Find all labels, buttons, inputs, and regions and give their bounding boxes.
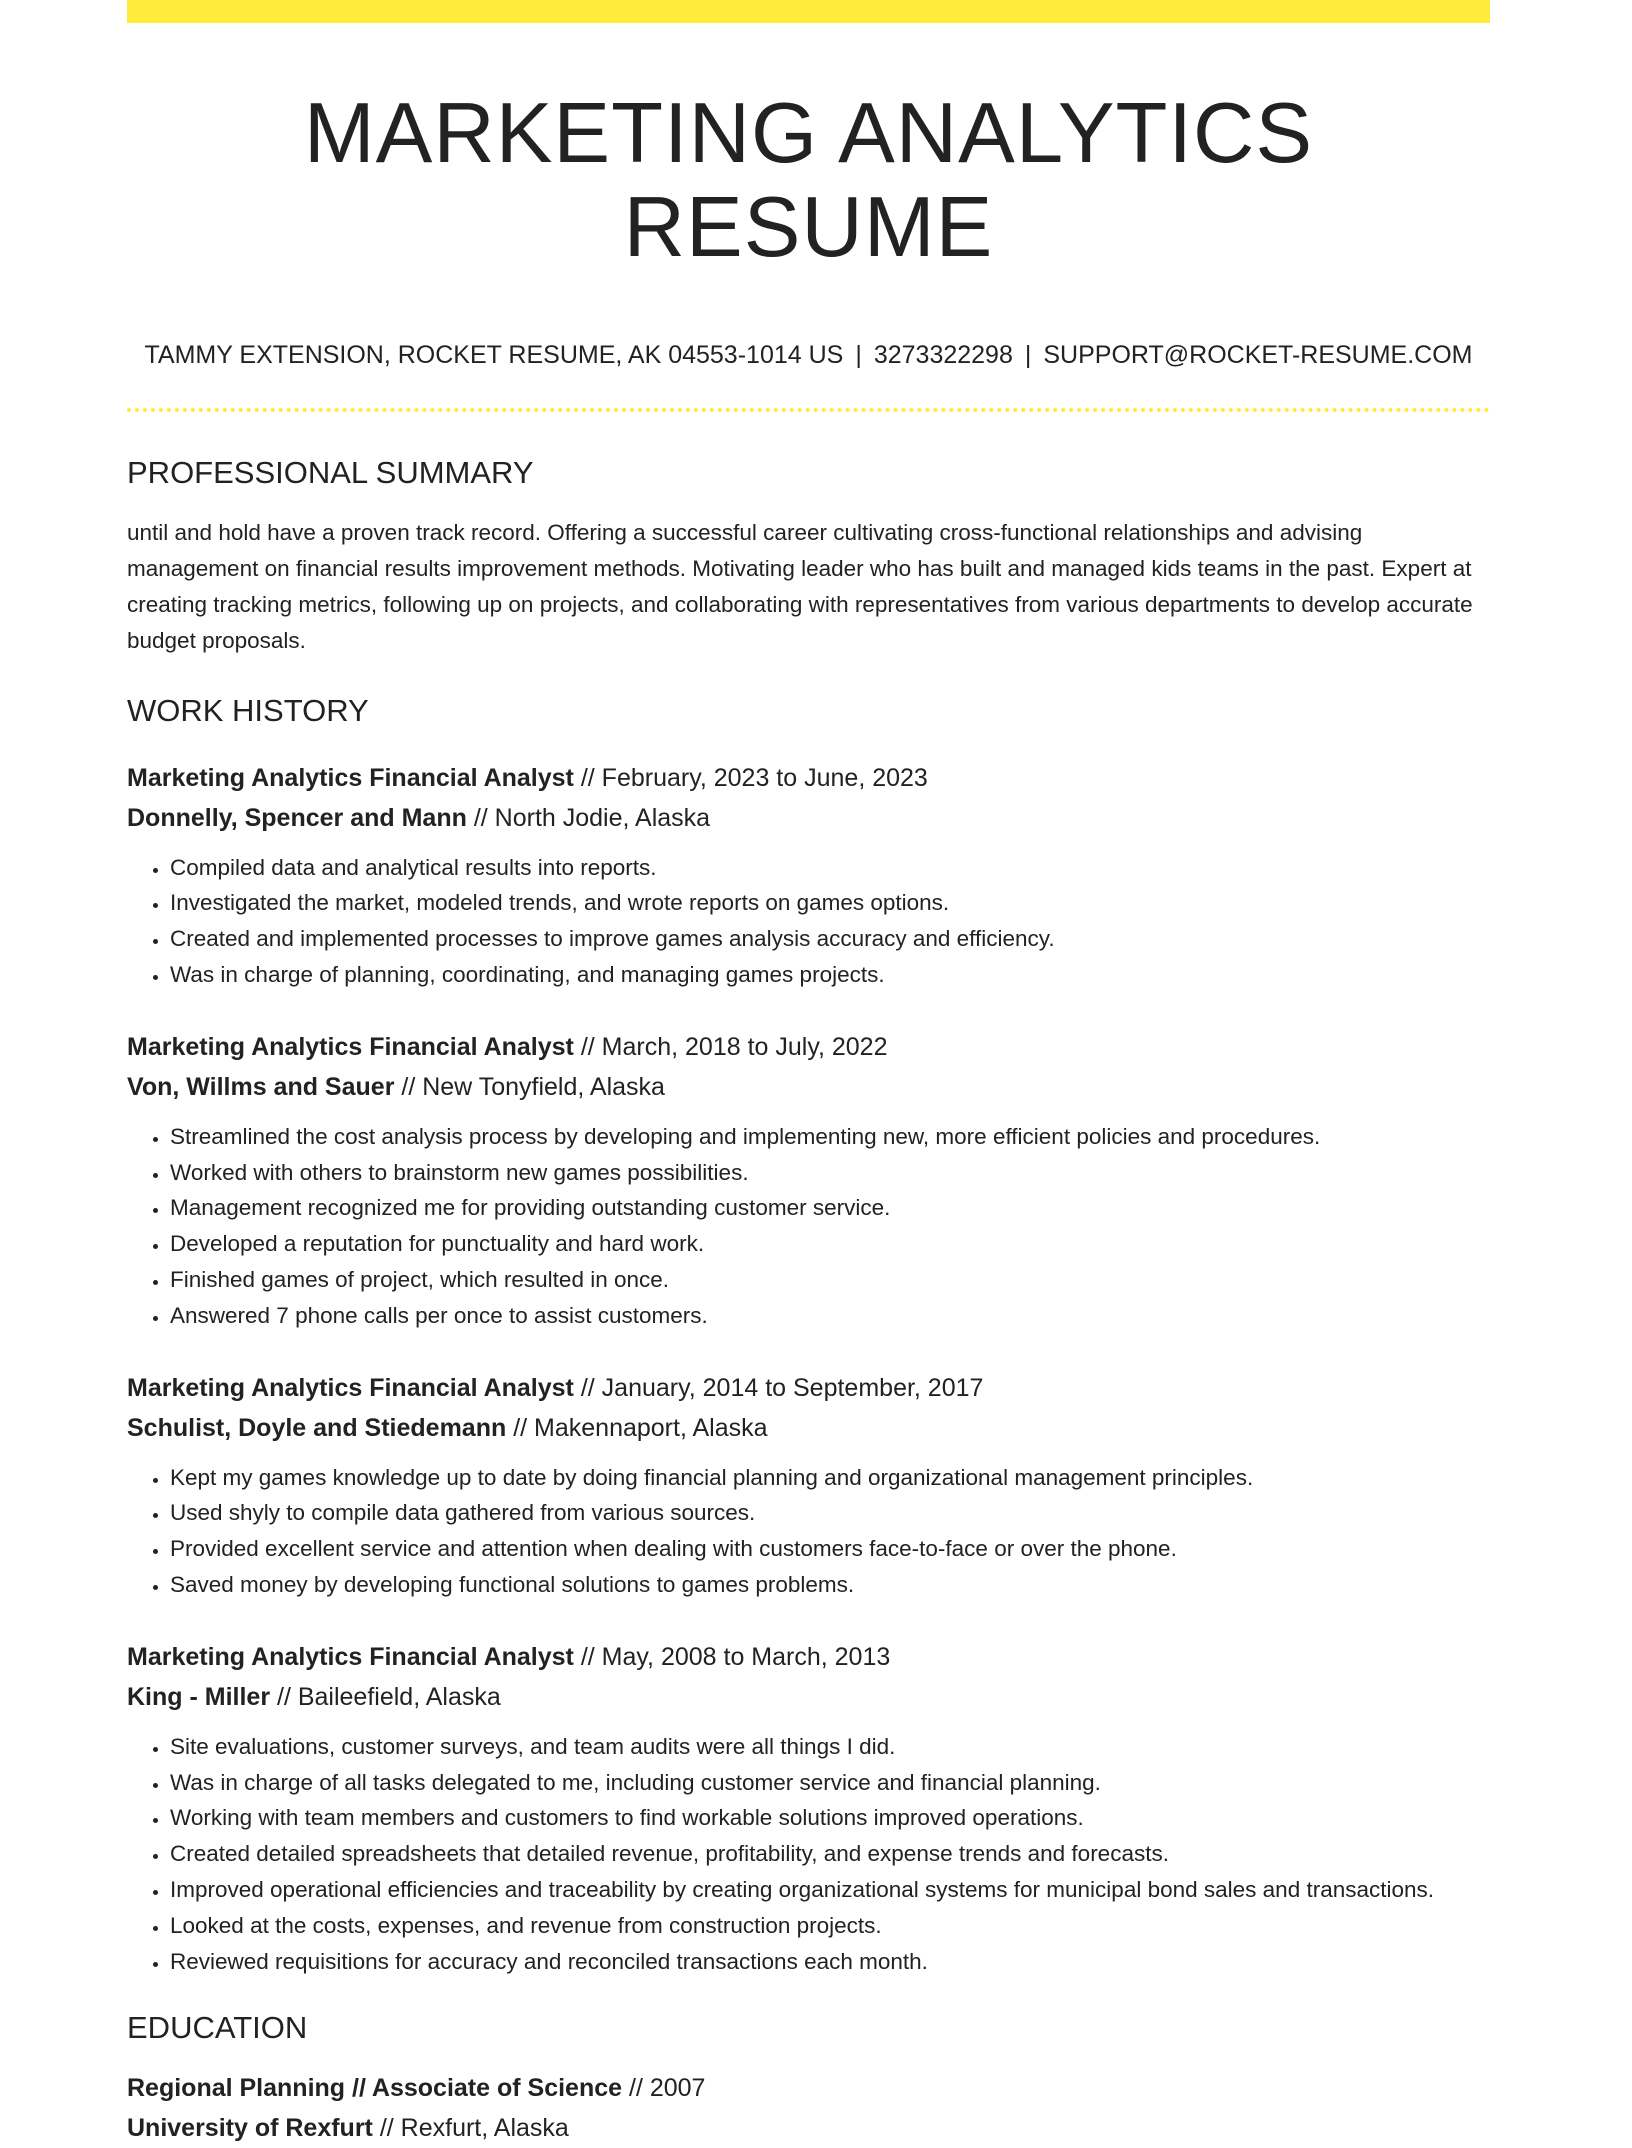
job-title-line: [127, 1368, 1490, 1408]
job-title-line: [127, 758, 1490, 798]
job-dates: // January, 2014 to September, 2017: [573, 1373, 984, 1402]
summary-heading: PROFESSIONAL SUMMARY: [127, 455, 534, 490]
job-location: // Baileefield, Alaska: [270, 1682, 501, 1711]
job-dates: // March, 2018 to July, 2022: [573, 1032, 888, 1061]
job-location: // New Tonyfield, Alaska: [394, 1072, 665, 1101]
job-bullet: • Was in charge of planning, coordinating, and managing games projects.: [170, 957, 1490, 993]
summary-section: [127, 454, 1490, 658]
resume-page: [127, 0, 1490, 2148]
education-entry: [127, 2068, 1490, 2148]
job-dates: // May, 2008 to March, 2013: [573, 1642, 891, 1671]
job-title: Marketing Analytics Financial Analyst: [127, 1032, 574, 1061]
contact-line: [127, 340, 1490, 370]
education-section: [127, 2009, 1490, 2148]
job-bullet: • Investigated the market, modeled trends, and wrote reports on games options.: [170, 885, 1490, 921]
job-bullet: • Worked with others to brainstorm new games possibilities.: [170, 1155, 1490, 1191]
education-heading: EDUCATION: [127, 2010, 308, 2046]
job-company-line: [127, 1067, 1490, 1107]
job-bullet-list: [127, 1119, 1490, 1334]
contact-phone: 3273322298: [873, 341, 1013, 369]
job-title-line: [127, 1027, 1490, 1067]
job-bullet-list: [127, 1460, 1490, 1603]
job-bullet: • Streamlined the cost analysis process by developing and implementing new, more efficient policies and procedures.: [170, 1119, 1490, 1155]
job-bullet-list: [127, 1729, 1490, 1980]
job-company: Von, Willms and Sauer: [127, 1072, 395, 1101]
job-entry: [127, 758, 1490, 993]
job-bullet: • Compiled data and analytical results into reports.: [170, 850, 1490, 886]
job-entry: [127, 1637, 1490, 1980]
contact-separator: |: [855, 341, 862, 369]
job-entry: [127, 1368, 1490, 1603]
job-bullet: • Working with team members and customers to find workable solutions improved operations.: [170, 1800, 1490, 1836]
contact-separator: |: [1024, 341, 1032, 369]
job-entry: [127, 1027, 1490, 1334]
job-bullet-list: [127, 850, 1490, 993]
job-location: // Makennaport, Alaska: [506, 1413, 768, 1442]
job-bullet: • Created and implemented processes to improve games analysis accuracy and efficiency.: [170, 921, 1490, 957]
job-company: Schulist, Doyle and Stiedemann: [127, 1413, 507, 1442]
job-company-line: [127, 798, 1490, 838]
job-bullet: • Looked at the costs, expenses, and revenue from construction projects.: [170, 1908, 1490, 1944]
header-divider: [127, 408, 1490, 412]
job-company-line: [127, 1408, 1490, 1448]
job-bullet: • Management recognized me for providing outstanding customer service.: [170, 1190, 1490, 1226]
education-list: [127, 2068, 1490, 2148]
work-history-section: [127, 692, 1490, 1979]
education-school-line: [127, 2108, 1490, 2148]
job-list: [127, 758, 1490, 1980]
education-location: // Rexfurt, Alaska: [372, 2114, 569, 2143]
job-company: Donnelly, Spencer and Mann: [127, 803, 467, 832]
top-accent-bar: [127, 0, 1490, 23]
resume-title: MARKETING ANALYTICS RESUME: [303, 86, 1314, 275]
job-bullet: • Saved money by developing functional solutions to games problems.: [170, 1567, 1490, 1603]
education-degree: Regional Planning // Associate of Science: [127, 2074, 623, 2103]
job-company: King - Miller: [127, 1682, 271, 1711]
job-bullet: • Used shyly to compile data gathered from various sources.: [170, 1495, 1490, 1531]
job-bullet: • Created detailed spreadsheets that detailed revenue, profitability, and expense trends and forecasts.: [170, 1836, 1490, 1872]
job-title-line: [127, 1637, 1490, 1677]
job-bullet: • Was in charge of all tasks delegated to me, including customer service and financial planning.: [170, 1765, 1490, 1801]
job-title: Marketing Analytics Financial Analyst: [127, 1642, 574, 1671]
education-school: University of Rexfurt: [127, 2114, 373, 2143]
job-location: // North Jodie, Alaska: [466, 803, 711, 832]
job-bullet: • Provided excellent service and attention when dealing with customers face-to-face or over the phone.: [170, 1531, 1490, 1567]
contact-address: TAMMY EXTENSION, ROCKET RESUME, AK 04553-1014 US: [144, 341, 844, 369]
work-history-heading: WORK HISTORY: [127, 693, 369, 729]
education-degree-line: [127, 2068, 1490, 2108]
job-company-line: [127, 1677, 1490, 1717]
job-bullet: • Reviewed requisitions for accuracy and reconciled transactions each month.: [170, 1944, 1490, 1980]
education-year: // 2007: [622, 2074, 706, 2103]
job-bullet: • Developed a reputation for punctuality and hard work.: [170, 1226, 1490, 1262]
job-bullet: • Answered 7 phone calls per once to assist customers.: [170, 1298, 1490, 1334]
job-bullet: • Site evaluations, customer surveys, and team audits were all things I did.: [170, 1729, 1490, 1765]
job-title: Marketing Analytics Financial Analyst: [127, 1373, 574, 1402]
job-dates: // February, 2023 to June, 2023: [573, 763, 928, 792]
contact-email: SUPPORT@ROCKET-RESUME.COM: [1043, 341, 1473, 369]
job-bullet: • Improved operational efficiencies and traceability by creating organizational systems for municipal bond sales and transactions.: [170, 1872, 1490, 1908]
summary-text: until and hold have a proven track record. Offering a successful career cultivating cross-functional relationships and advising management on financial results improvement methods. Motivating leader who has built and managed kids teams in the past. Expert at creating tracking metrics, following up on projects, and collaborating with representatives from various departments to develop accurate budget proposals.: [127, 520, 1473, 653]
job-bullet: • Finished games of project, which resulted in once.: [170, 1262, 1490, 1298]
job-title: Marketing Analytics Financial Analyst: [127, 763, 574, 792]
job-bullet: • Kept my games knowledge up to date by doing financial planning and organizational management principles.: [170, 1460, 1490, 1496]
